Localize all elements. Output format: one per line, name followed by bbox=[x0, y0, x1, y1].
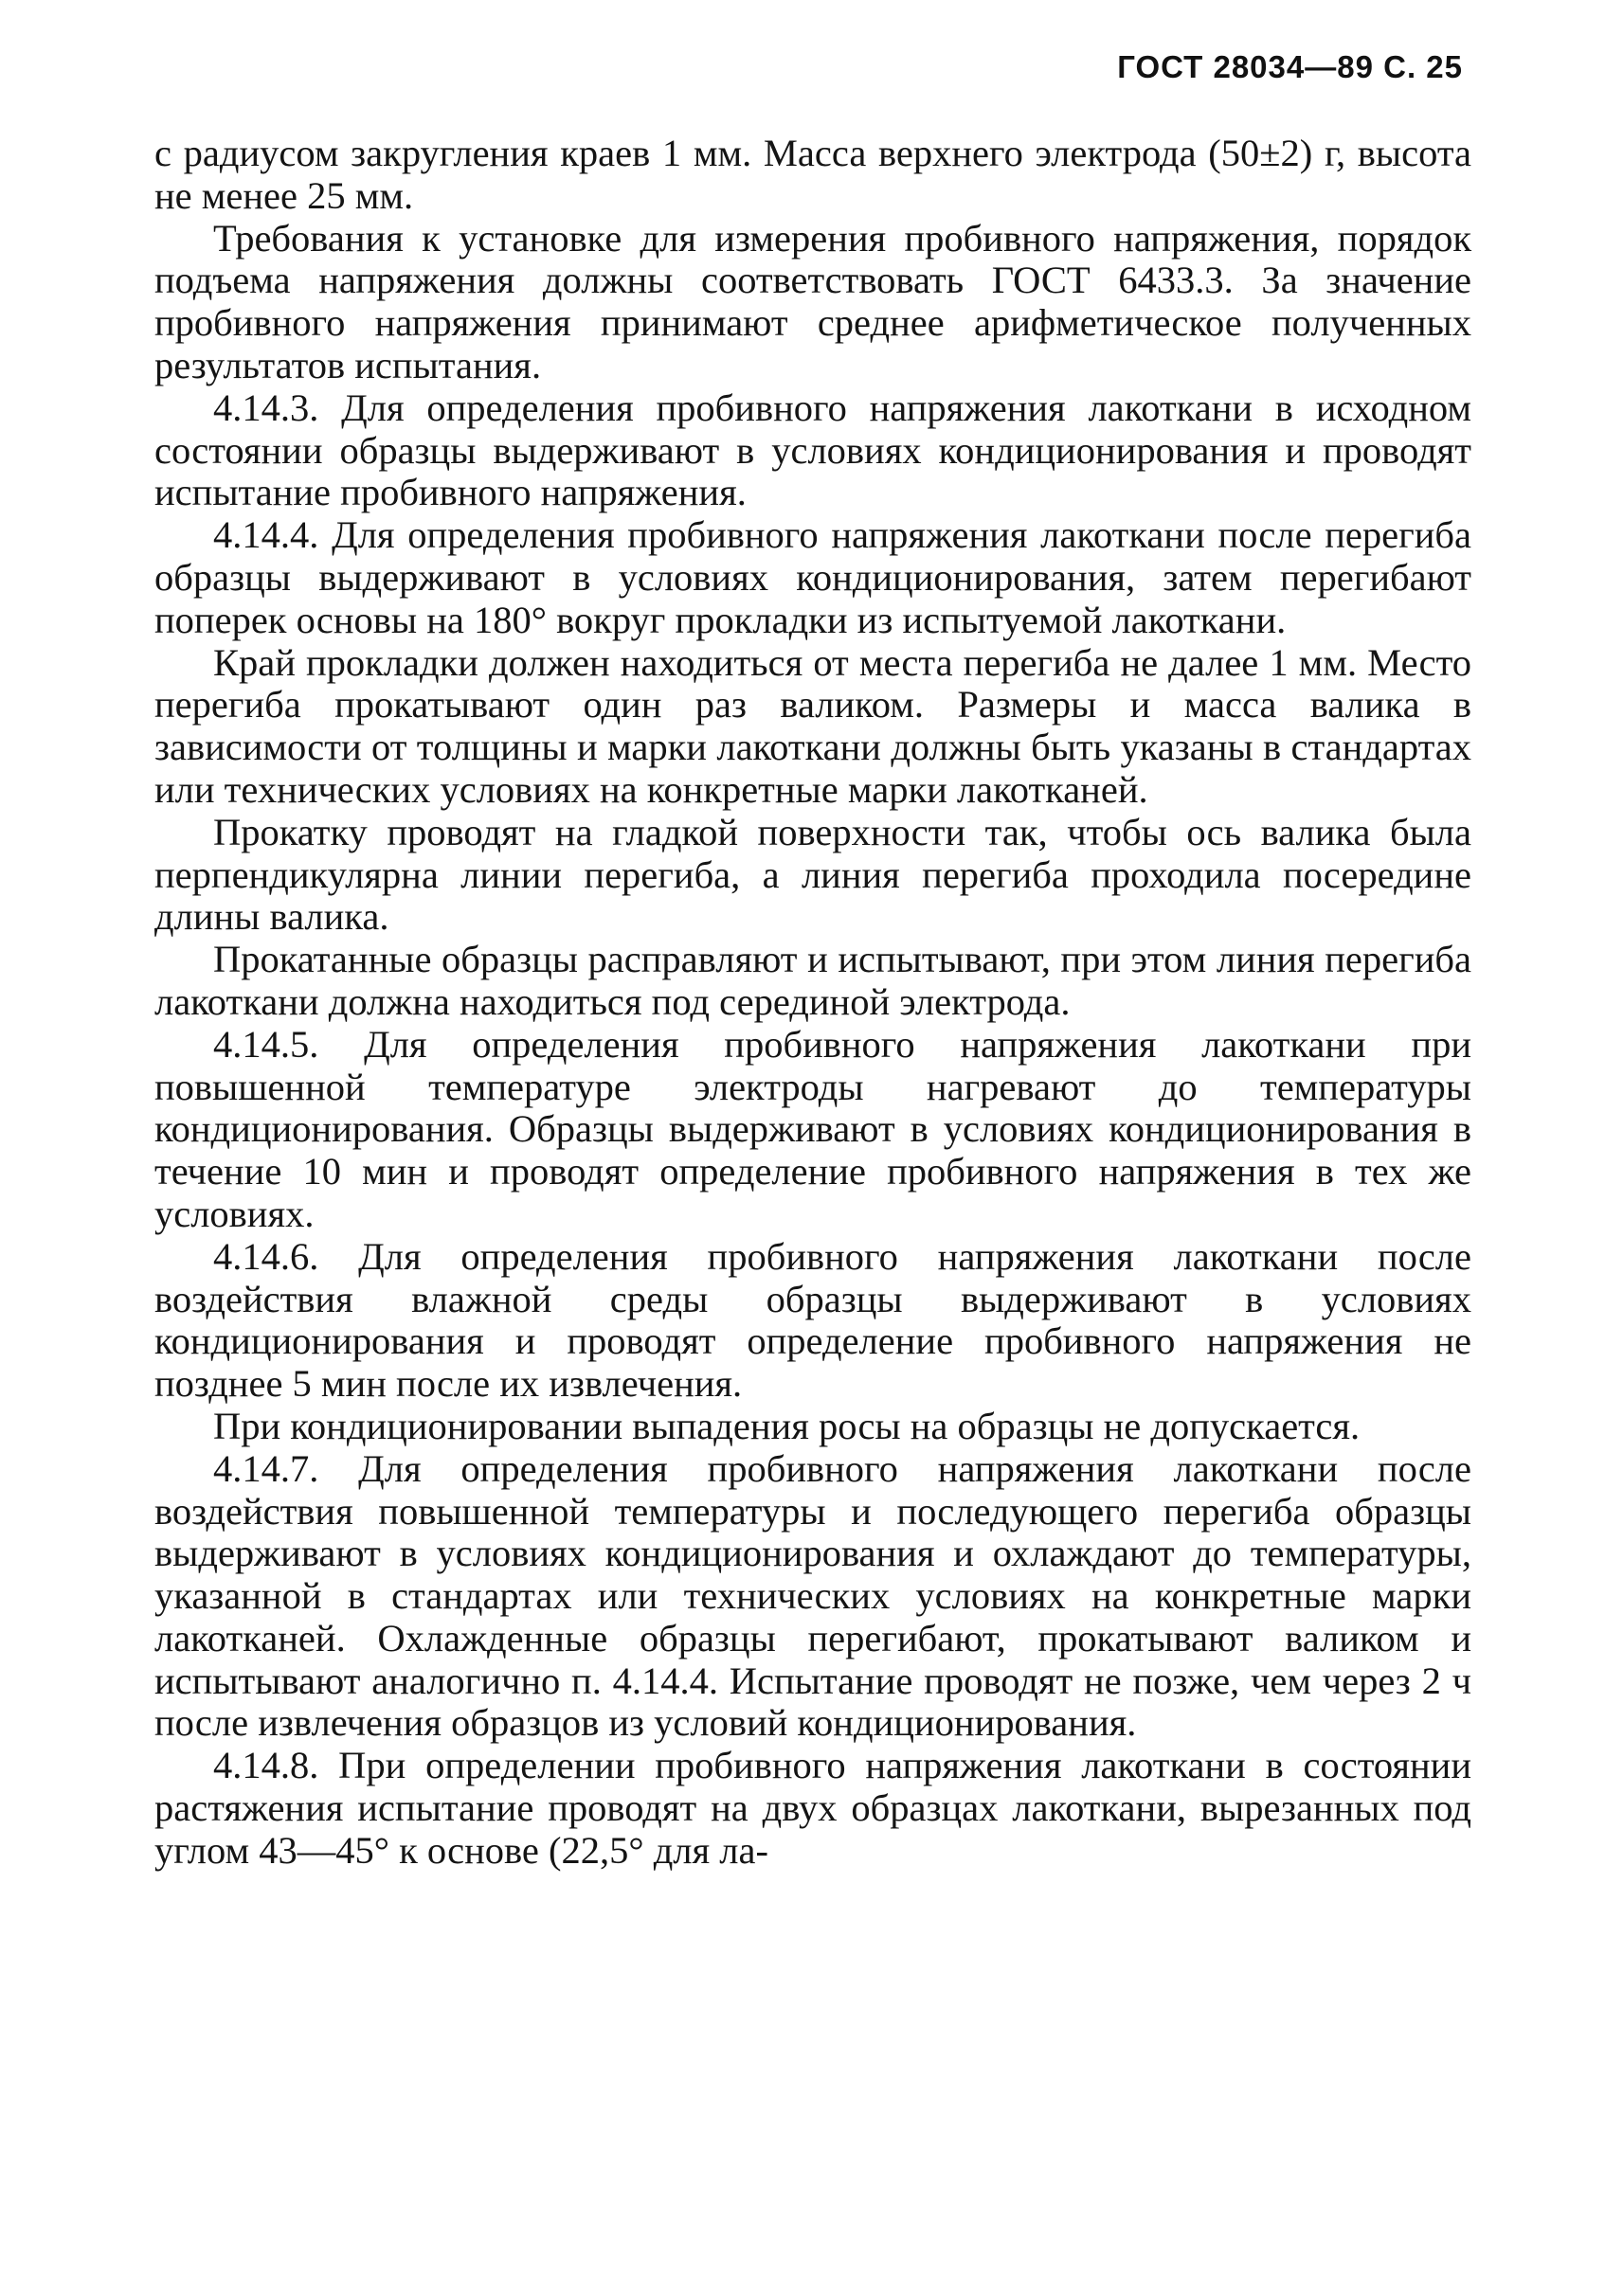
body-text bbox=[154, 133, 1471, 1873]
paragraph-electrode-continuation: с радиусом закругления краев 1 мм. Масса верхнего электрода (50±2) г, высота не менее 25 мм. bbox=[154, 132, 1471, 217]
paragraph-4-14-7: 4.14.7. Для определения пробивного напряжения лакоткани после воздействия повышенной температуры и последующего перегиба образцы выдерживают в условиях кондиционирования и охлаждают до температуры, указанной в стандартах или технических условиях на конкретные марки лакотканей. Охлажденные образцы перегибают, прокатывают валиком и испытывают аналогично п. 4.14.4. Испытание проводят не позже, чем через 2 ч после извлечения образцов из условий кондиционирования. bbox=[154, 1446, 1471, 1745]
paragraph-rolled-samples: Прокатанные образцы расправляют и испытывают, при этом линия перегиба лакоткани должна находиться под серединой электрода. bbox=[154, 938, 1471, 1023]
paragraph-dew: При кондиционировании выпадения росы на образцы не допускается. bbox=[213, 1404, 1361, 1447]
paragraph-4-14-4: 4.14.4. Для определения пробивного напряжения лакоткани после перегиба образцы выдерживают в условиях кондиционирования, затем перегибают поперек основы на 180° вокруг прокладки из испытуемой лакоткани. bbox=[154, 513, 1471, 641]
paragraph-requirements: Требования к установке для измерения пробивного напряжения, порядок подъема напряжения должны соответствовать ГОСТ 6433.3. За значение пробивного напряжения принимают среднее арифметическое полученных результатов испытания. bbox=[154, 216, 1471, 386]
paragraph-spacer-edge: Край прокладки должен находиться от места перегиба не далее 1 мм. Место перегиба прокатывают один раз валиком. Размеры и масса валика в зависимости от толщины и марки лакоткани должны быть указаны в стандартах или технических условиях на конкретные марки лакотканей. bbox=[154, 640, 1471, 811]
paragraph-4-14-5: 4.14.5. Для определения пробивного напряжения лакоткани при повышенной температуре электроды нагревают до температуры кондиционирования. Образцы выдерживают в условиях кондиционирования в течение 10 мин и проводят определение пробивного напряжения в тех же условиях. bbox=[154, 1022, 1471, 1235]
paragraph-4-14-3: 4.14.3. Для определения пробивного напряжения лакоткани в исходном состоянии образцы выдерживают в условиях кондиционирования и проводят испытание пробивного напряжения. bbox=[154, 386, 1471, 514]
paragraph-4-14-6: 4.14.6. Для определения пробивного напряжения лакоткани после воздействия влажной среды образцы выдерживают в условиях кондиционирования и проводят определение пробивного напряжения не позднее 5 мин после их извлечения. bbox=[154, 1234, 1471, 1406]
paragraph-4-14-8: 4.14.8. При определении пробивного напряжения лакоткани в состоянии растяжения испытание проводят на двух образцах лакоткани, вырезанных под углом 43—45° к основе (22,5° для ла- bbox=[154, 1744, 1471, 1872]
running-head: ГОСТ 28034—89 С. 25 bbox=[1117, 49, 1463, 84]
paragraph-rolling: Прокатку проводят на гладкой поверхности так, чтобы ось валика была перпендикулярна линии перегиба, а линия перегиба проходила посередине длины валика. bbox=[154, 810, 1471, 939]
